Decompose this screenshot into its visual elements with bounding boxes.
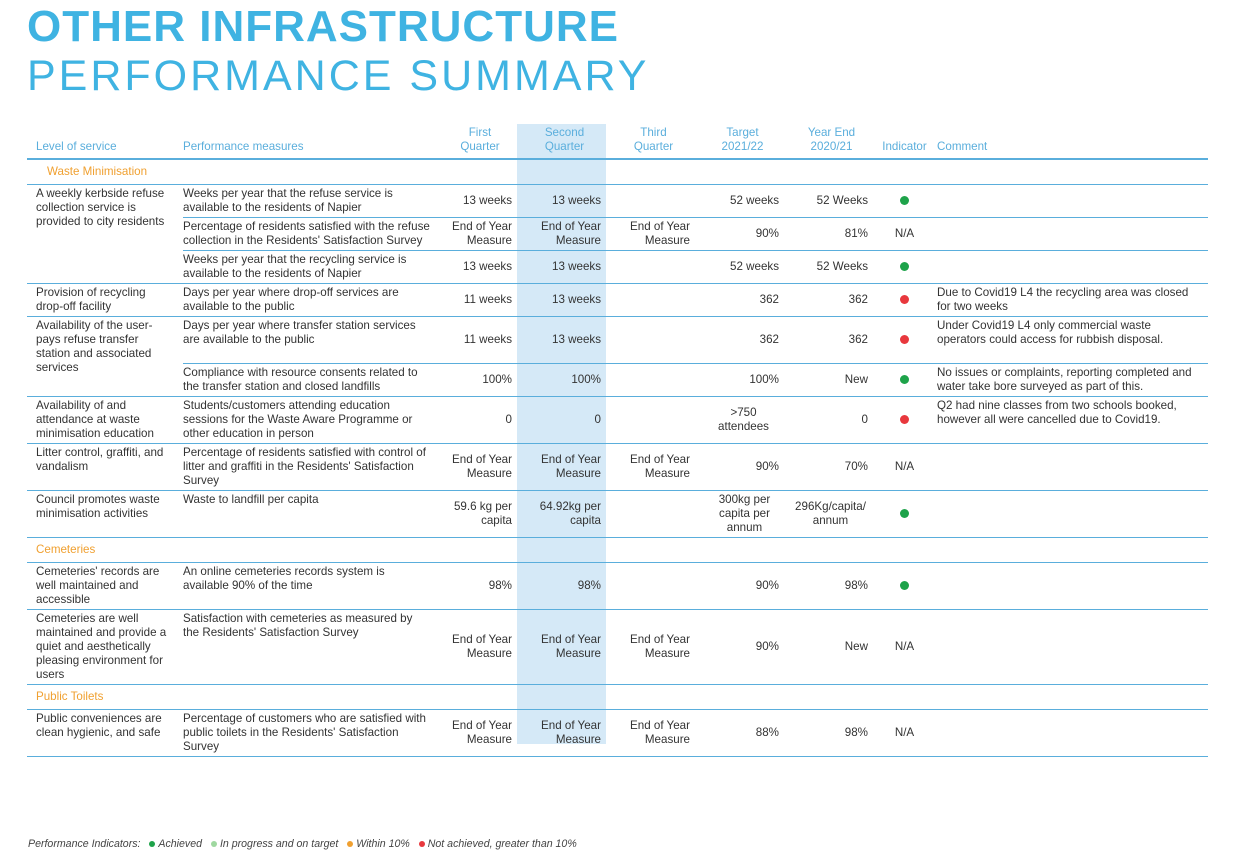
not-achieved-indicator-icon <box>900 335 909 344</box>
table-row <box>27 364 1208 397</box>
comment-cell <box>933 444 1208 491</box>
table-header-row <box>27 124 1208 159</box>
q3-cell: End of Year Measure <box>609 444 698 491</box>
yearend-cell: 98% <box>787 563 876 610</box>
section-label: Public Toilets <box>27 685 440 710</box>
achieved-indicator-icon <box>900 375 909 384</box>
achieved-indicator-icon <box>900 196 909 205</box>
target-cell: 300kg per capita per annum <box>698 491 787 538</box>
header-yearend: Year End 2020/21 <box>787 124 876 159</box>
target-cell: 90% <box>698 218 787 251</box>
indicator-cell <box>876 491 933 538</box>
q3-cell <box>609 185 698 218</box>
legend-achieved: Achieved <box>158 838 203 850</box>
page-title: OTHER INFRASTRUCTURE <box>27 2 619 51</box>
performance-table <box>27 124 1208 757</box>
page-subtitle: PERFORMANCE SUMMARY <box>27 52 650 100</box>
header-q2: Second Quarter <box>520 124 609 159</box>
q1-cell: 59.6 kg per capita <box>440 491 520 538</box>
comment-cell <box>933 563 1208 610</box>
legend-in-progress: In progress and on target <box>219 838 339 850</box>
header-target: Target 2021/22 <box>698 124 787 159</box>
q1-cell: End of Year Measure <box>440 610 520 685</box>
not-achieved-indicator-icon <box>900 415 909 424</box>
q3-cell <box>609 284 698 317</box>
comment-cell <box>933 610 1208 685</box>
indicator-cell <box>876 317 933 364</box>
in-progress-legend-icon <box>211 841 217 847</box>
table-row <box>27 491 1208 538</box>
target-cell: >750 attendees <box>698 397 787 444</box>
comment-cell <box>933 185 1208 218</box>
within-10-legend-icon <box>347 841 353 847</box>
yearend-cell: New <box>787 364 876 397</box>
table-row <box>27 397 1208 444</box>
q1-cell: 11 weeks <box>440 284 520 317</box>
indicator-cell <box>876 364 933 397</box>
measure-cell: Weeks per year that the refuse service is available to the residents of Napier <box>183 185 440 218</box>
comment-cell <box>933 710 1208 757</box>
achieved-legend-icon <box>149 841 155 847</box>
achieved-indicator-icon <box>900 262 909 271</box>
achieved-indicator-icon <box>900 581 909 590</box>
measure-cell: Weeks per year that the recycling service is available to the residents of Napier <box>183 251 440 284</box>
yearend-cell: 81% <box>787 218 876 251</box>
q2-cell: 100% <box>520 364 609 397</box>
level-cell: Council promotes waste minimisation activities <box>27 491 183 538</box>
level-cell: A weekly kerbside refuse collection service is provided to city residents <box>27 185 183 284</box>
indicator-cell: N/A <box>876 444 933 491</box>
q3-cell <box>609 317 698 364</box>
q3-cell: End of Year Measure <box>609 218 698 251</box>
section-row <box>27 538 1208 563</box>
q1-cell: 100% <box>440 364 520 397</box>
target-cell: 362 <box>698 317 787 364</box>
target-cell: 100% <box>698 364 787 397</box>
indicator-cell <box>876 563 933 610</box>
level-cell: Cemeteries' records are well maintained and accessible <box>27 563 183 610</box>
measure-cell: Percentage of residents satisfied with control of litter and graffiti in the Residents' Satisfaction Survey <box>183 444 440 491</box>
legend-not-achieved: Not achieved, greater than 10% <box>427 838 577 850</box>
level-cell: Cemeteries are well maintained and provide a quiet and aesthetically pleasing environment for users <box>27 610 183 685</box>
header-q1: First Quarter <box>440 124 520 159</box>
q3-cell <box>609 397 698 444</box>
indicator-cell <box>876 284 933 317</box>
target-cell: 362 <box>698 284 787 317</box>
header-comment: Comment <box>933 124 1208 159</box>
indicator-cell <box>876 397 933 444</box>
level-cell: Availability of the user-pays refuse transfer station and associated services <box>27 317 183 397</box>
not-achieved-indicator-icon <box>900 295 909 304</box>
q3-cell: End of Year Measure <box>609 710 698 757</box>
yearend-cell: 362 <box>787 317 876 364</box>
level-cell: Provision of recycling drop-off facility <box>27 284 183 317</box>
yearend-cell: New <box>787 610 876 685</box>
q1-cell: End of Year Measure <box>440 444 520 491</box>
indicator-cell: N/A <box>876 610 933 685</box>
q1-cell: 13 weeks <box>440 251 520 284</box>
q2-cell: End of Year Measure <box>520 444 609 491</box>
section-row <box>27 159 1208 185</box>
target-cell: 90% <box>698 563 787 610</box>
q2-cell: 13 weeks <box>520 284 609 317</box>
measure-cell: Days per year where drop-off services are available to the public <box>183 284 440 317</box>
table-row <box>27 710 1208 757</box>
table-row <box>27 218 1208 251</box>
measure-cell: Percentage of residents satisfied with the refuse collection in the Residents' Satisfaction Survey <box>183 218 440 251</box>
target-cell: 90% <box>698 610 787 685</box>
comment-cell <box>933 491 1208 538</box>
level-cell: Availability of and attendance at waste minimisation education <box>27 397 183 444</box>
yearend-cell: 98% <box>787 710 876 757</box>
q2-cell: 13 weeks <box>520 185 609 218</box>
q3-cell <box>609 563 698 610</box>
q1-cell: 98% <box>440 563 520 610</box>
comment-cell: Due to Covid19 L4 the recycling area was closed for two weeks <box>933 284 1208 317</box>
q2-cell: 64.92kg per capita <box>520 491 609 538</box>
measure-cell: Students/customers attending education sessions for the Waste Aware Programme or other education in person <box>183 397 440 444</box>
table-row <box>27 317 1208 364</box>
indicator-cell: N/A <box>876 710 933 757</box>
legend-within-10: Within 10% <box>356 838 410 850</box>
q3-cell <box>609 364 698 397</box>
legend-label: Performance Indicators: <box>28 838 141 850</box>
section-label: Cemeteries <box>27 538 440 563</box>
measure-cell: Compliance with resource consents related to the transfer station and closed landfills <box>183 364 440 397</box>
yearend-cell: 362 <box>787 284 876 317</box>
yearend-cell: 0 <box>787 397 876 444</box>
comment-cell <box>933 251 1208 284</box>
q3-cell <box>609 491 698 538</box>
yearend-cell: 52 Weeks <box>787 185 876 218</box>
indicator-cell <box>876 251 933 284</box>
q1-cell: 0 <box>440 397 520 444</box>
header-measures: Performance measures <box>183 124 440 159</box>
table-row <box>27 444 1208 491</box>
table-row <box>27 563 1208 610</box>
achieved-indicator-icon <box>900 509 909 518</box>
q1-cell: End of Year Measure <box>440 710 520 757</box>
section-label: Waste Minimisation <box>27 159 440 185</box>
comment-cell <box>933 218 1208 251</box>
level-cell: Litter control, graffiti, and vandalism <box>27 444 183 491</box>
q2-cell: 13 weeks <box>520 251 609 284</box>
section-row <box>27 685 1208 710</box>
table-row <box>27 185 1208 218</box>
measure-cell: Percentage of customers who are satisfied with public toilets in the Residents' Satisfaction Survey <box>183 710 440 757</box>
measure-cell: Satisfaction with cemeteries as measured by the Residents' Satisfaction Survey <box>183 610 440 685</box>
yearend-cell: 52 Weeks <box>787 251 876 284</box>
measure-cell: An online cemeteries records system is available 90% of the time <box>183 563 440 610</box>
yearend-cell: 296Kg/capita/ annum <box>787 491 876 538</box>
yearend-cell: 70% <box>787 444 876 491</box>
measure-cell: Waste to landfill per capita <box>183 491 440 538</box>
measure-cell: Days per year where transfer station services are available to the public <box>183 317 440 364</box>
header-indicator: Indicator <box>876 124 933 159</box>
q2-cell: End of Year Measure <box>520 218 609 251</box>
comment-cell: Q2 had nine classes from two schools booked, however all were cancelled due to Covid19. <box>933 397 1208 444</box>
indicator-cell <box>876 185 933 218</box>
q2-cell: End of Year Measure <box>520 610 609 685</box>
comment-cell: Under Covid19 L4 only commercial waste operators could access for rubbish disposal. <box>933 317 1208 364</box>
q3-cell: End of Year Measure <box>609 610 698 685</box>
target-cell: 88% <box>698 710 787 757</box>
level-cell: Public conveniences are clean hygienic, and safe <box>27 710 183 757</box>
q2-cell: 0 <box>520 397 609 444</box>
table-row <box>27 251 1208 284</box>
q1-cell: 13 weeks <box>440 185 520 218</box>
comment-cell: No issues or complaints, reporting completed and water take bore surveyed as part of this. <box>933 364 1208 397</box>
q1-cell: 11 weeks <box>440 317 520 364</box>
q1-cell: End of Year Measure <box>440 218 520 251</box>
target-cell: 90% <box>698 444 787 491</box>
legend <box>28 838 577 850</box>
header-level: Level of service <box>27 124 183 159</box>
indicator-cell: N/A <box>876 218 933 251</box>
q2-cell: End of Year Measure <box>520 710 609 757</box>
q3-cell <box>609 251 698 284</box>
not-achieved-legend-icon <box>419 841 425 847</box>
q2-cell: 13 weeks <box>520 317 609 364</box>
target-cell: 52 weeks <box>698 251 787 284</box>
table-row <box>27 284 1208 317</box>
q2-cell: 98% <box>520 563 609 610</box>
table-row <box>27 610 1208 685</box>
header-q3: Third Quarter <box>609 124 698 159</box>
target-cell: 52 weeks <box>698 185 787 218</box>
